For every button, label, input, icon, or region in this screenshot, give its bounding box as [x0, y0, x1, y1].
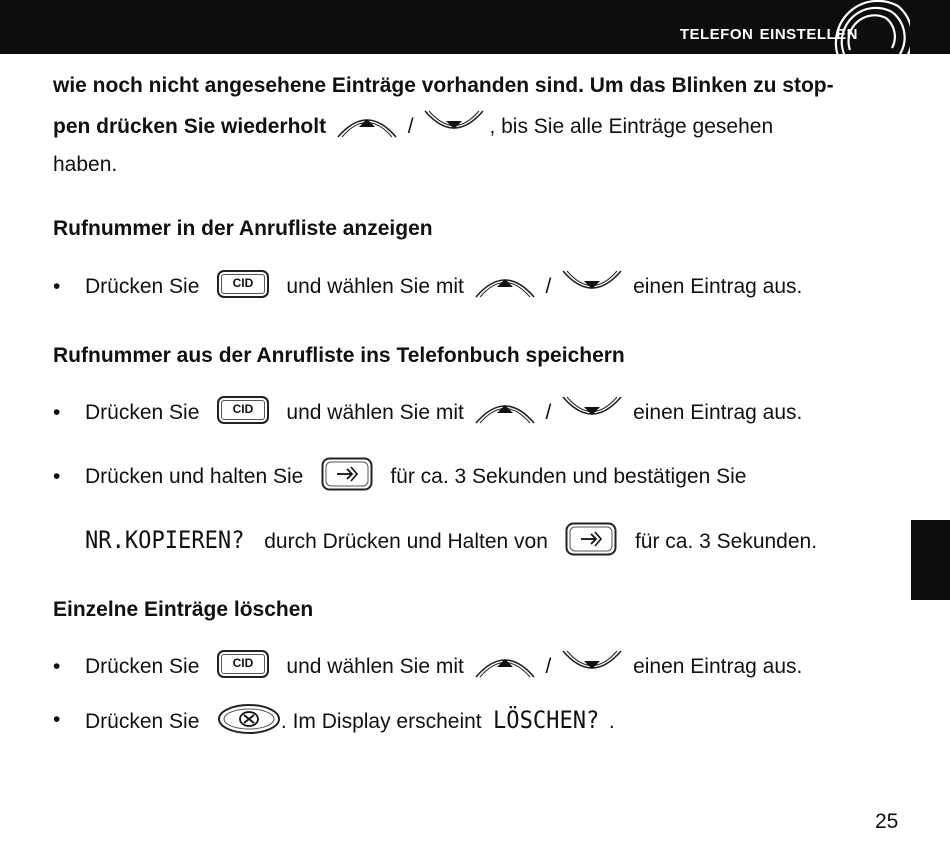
arrow-down-key-icon [557, 269, 627, 299]
page-header-title: telefon einstellen [679, 21, 858, 44]
s3-bullet-2 [85, 706, 615, 736]
s2-b1-text-a: Drücken Sie [85, 401, 200, 424]
s3-b1-text-b: und wählen Sie mit [286, 655, 464, 678]
s2-cont-text-b: für ca. 3 Sekunden. [634, 530, 818, 553]
cid-key-icon: CID [217, 650, 269, 678]
cid-key-icon: CID [217, 396, 269, 424]
store-key-icon [565, 522, 617, 556]
lcd-display-text: NR.KOPIEREN? [85, 526, 245, 554]
chapter-tab [911, 520, 950, 600]
arrow-down-key-icon [557, 395, 627, 425]
s2-b2-text-b: für ca. 3 Sekunden und bestätigen Sie [390, 465, 747, 488]
section-heading-1: Rufnummer in der Anrufliste anzeigen [53, 217, 433, 240]
s3-b2-text-a: Drücken Sie [85, 710, 200, 733]
bullet-dot: • [53, 465, 61, 488]
bullet-dot: • [53, 401, 61, 424]
s1-b1-text-b: und wählen Sie mit [286, 275, 464, 298]
s2-bullet-2-cont [85, 526, 817, 556]
store-key-icon [321, 457, 373, 491]
s2-bullet-1 [85, 399, 802, 427]
intro-line-2 [53, 113, 773, 141]
s1-bullet-1 [85, 273, 802, 301]
bullet-dot: • [53, 708, 61, 731]
s1-b1-text-c: einen Eintrag aus. [633, 275, 803, 298]
s2-b1-text-b: und wählen Sie mit [286, 401, 464, 424]
bullet-dot: • [53, 655, 61, 678]
arrow-up-key-icon [470, 269, 540, 299]
s2-bullet-2 [85, 463, 746, 491]
slash: / [545, 275, 552, 298]
slash: / [407, 115, 414, 138]
s3-bullet-1 [85, 653, 802, 681]
s2-b2-text-a: Drücken und halten Sie [85, 465, 304, 488]
arrow-up-key-icon [470, 649, 540, 679]
delete-key-icon [217, 703, 281, 735]
s3-b1-text-a: Drücken Sie [85, 655, 200, 678]
s2-cont-text-a: durch Drücken und Halten von [264, 530, 548, 553]
cid-key-icon: CID [217, 270, 269, 298]
intro-line-2-rest: , bis Sie alle Einträge gesehen [489, 115, 774, 138]
slash: / [545, 401, 552, 424]
arrow-down-key-icon [419, 109, 489, 139]
intro-line-1: wie noch nicht angesehene Einträge vorhanden sind. Um das Blinken zu stop- [53, 74, 834, 97]
intro-line-3: haben. [53, 153, 118, 176]
s3-b2-text-b: . Im Display erscheint [280, 710, 482, 733]
s3-b1-text-c: einen Eintrag aus. [633, 655, 803, 678]
ring-logo-icon [800, 0, 910, 60]
s1-b1-text-a: Drücken Sie [85, 275, 200, 298]
s2-b1-text-c: einen Eintrag aus. [633, 401, 803, 424]
page-number: 25 [875, 810, 899, 833]
arrow-down-key-icon [557, 649, 627, 679]
bullet-dot: • [53, 275, 61, 298]
lcd-display-text: LÖSCHEN? [493, 706, 600, 734]
arrow-up-key-icon [332, 109, 402, 139]
section-heading-2: Rufnummer aus der Anrufliste ins Telefonbuch speichern [53, 344, 625, 367]
slash: / [545, 655, 552, 678]
section-heading-3: Einzelne Einträge löschen [53, 598, 314, 621]
arrow-up-key-icon [470, 395, 540, 425]
intro-line-2-bold: pen drücken Sie wiederholt [53, 115, 327, 138]
s3-b2-text-c: . [608, 710, 615, 733]
